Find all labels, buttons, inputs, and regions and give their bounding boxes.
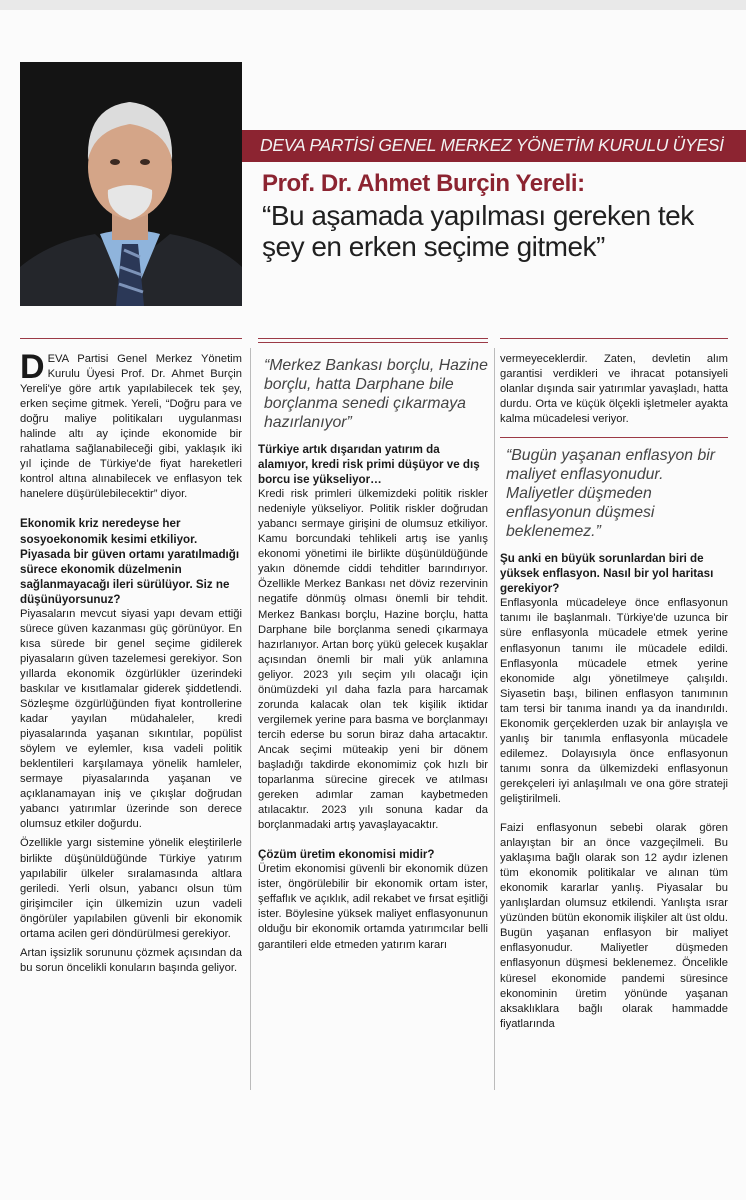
paragraph: Faizi enflasyonun sebebi olarak gören anlayıştan bir an önce vazgeçilmeli. Bu yaklaşıma bağlı olarak son 12 aydır izlenen tüm ekonomik politikalar ve alınan tüm ekonomik kararlar yanlış. Piyasalar bu yanlışlardan olumsuz etkilendi. Yanlışta ısrar yüzünden bütün ekonomik ilişkiler alt üst oldu. Bugün yaşanan enflasyon bir maliyet enflasyonudur. Maliyetler düşmeden enflasyonun düşmesi beklenemez. Öncelikle küresel ekonomide pandemi süresince ekonominin üretim yönünde yaşanan aksaklıklara bağlı olarak hammadde fiyatlarında (500, 822, 728, 1030)
top-bar (0, 0, 746, 10)
headline-quote: “Bu aşamada yapılması gereken tek şey en erken seçime gitmek” (262, 200, 694, 262)
paragraph: Piyasaların mevcut siyasi yapı devam ettiği sürece güven kazanması güç görünüyor. En kısa sürede bir genel seçime gidilerek piyasaların güven tazelemesi gerekiyor. Son yıllarda ekonomik özgürlükler üzerindeki baskılar ve kısıtlamalar giderek şiddetlendi. Sözleşme özgürlüğünden fiyat kontrollerine kadar yayılan müdahaleler, kredi piyasalarında yaşanan sıkıntılar, popülist söylem ve eylemler, kısa vadeli politik beklentileri karşılamaya yönelik hamleler, sermaye piyasalarında yaşanan ve açıklanamayan iniş ve çıkışlar doğrudan yabancı yatırımlar üzerinde son derece olumsuz etkiler doğurdu. (20, 607, 242, 831)
portrait-photo (20, 62, 242, 306)
question-heading: Ekonomik kriz neredeyse her sosyoekonomik kesimi etkiliyor. Piyasada bir güven ortamı yaratılmadığı sürece ekonomik düzelmenin sağlanmayacağı ileri sürülüyor. Siz ne düşünüyorsunuz? (20, 517, 240, 606)
divider-line (500, 437, 728, 438)
intro-text: EVA Partisi Genel Merkez Yönetim Kurulu Üyesi Prof. Dr. Ahmet Burçin Yereli'ye göre artık yapılabilecek tek şey, erken seçime gitmek. Yereli, “Doğru para ve doğru maliye politikaları uygulanması halinde altı ay içinde ekonomide bir rahatlama sağlanabileceği gibi, yaklaşık iki yıl içinde de Türkiye'de fiyat hareketleri kontrol altına alınabilecek ve enflasyon tek hanelere düşürülebilecektir” diyor. (20, 353, 242, 501)
role-title: DEVA PARTİSİ GENEL MERKEZ YÖNETİM KURULU ÜYESİ (260, 135, 724, 155)
column-separator (494, 348, 495, 1090)
portrait-image (20, 62, 242, 306)
paragraph: vermeyeceklerdir. Zaten, devletin alım garantisi verdikleri ve ihracat potansiyeli olanlar dışında sair yatırımlar yavaşladı, hatta durdu. Orta ve küçük ölçekli işletmeler ayakta kalma mücadelesi veriyor. (500, 353, 728, 426)
divider-line (20, 338, 242, 339)
intro-paragraph (20, 348, 242, 502)
question-heading: Şu anki en büyük sorunlardan biri de yüksek enflasyon. Nasıl bir yol haritası gerekiyor? (500, 552, 714, 596)
drop-cap: D (20, 348, 45, 386)
column-3 (500, 352, 728, 1032)
paragraph: Üretim ekonomisi güvenli bir ekonomik düzen ister, öngörülebilir bir ekonomik ortam ister, şeffaflık ve açıklık, adil rekabet ve fırsat eşitliği ister. Böylesine yüksek maliyet enflasyonunun olduğu bir ekonomik ortamda yatırımcılar belli garantileri elde etmeden yatırım kararı (258, 863, 488, 951)
column-2 (258, 352, 488, 953)
column-separator (250, 348, 251, 1090)
question-heading: Çözüm üretim ekonomisi midir? (258, 848, 435, 862)
paragraph: Artan işsizlik sorununu çözmek açısından da bu sorun öncelikli konuların başında geliyor. (20, 946, 242, 974)
column-1 (20, 348, 242, 976)
divider-line (258, 342, 488, 343)
divider-line (258, 338, 488, 339)
divider-line (500, 338, 728, 339)
paragraph: Özellikle yargı sistemine yönelik eleştirilerle birlikte düşünüldüğünde Türkiye yatırım yapılabilir ülkeler sıralamasında altlara geriledi. Yerli olsun, yabancı olsun tüm girişimciler için ülkemizin uzun vadeli öngörüler yapılabilen güvenli bir ekonomik ortama acilen geri döndürülmesi gerekiyor. (20, 837, 242, 940)
paragraph: Enflasyonla mücadeleye önce enflasyonun tanımı ile başlanmalı. Türkiye'de uzunca bir süre enflasyonla mücadele etmek yerine enflasyonun tanımı ile mücadele edildi. Enflasyonla mücadele etmek yerine ekonomide algı yönetilmeye çalışıldı. Siyasetin başı, bilinen enflasyon tanımının tam tersi bir tanıma inandı ya da inandırıldı. Ekonomik gerçeklerden uzak bir anlayışla ve yanlış bir tanımla enflasyonla mücadele edilemez. Dolayısıyla önce enflasyonun tanımı sonra da ülkemizdeki enflasyonun gerekçeleri iyi anlaşılmalı ve ona göre strateji geliştirilmeli. (500, 597, 728, 805)
question-heading: Türkiye artık dışarıdan yatırım da alamıyor, kredi risk primi düşüyor ve dış borcu ise yükseliyor… (258, 443, 480, 487)
pull-quote: “Bugün yaşanan enflasyon bir maliyet enflasyonudur. Maliyetler düşmeden enflasyonun düşmesi beklenemez.” (506, 447, 716, 541)
person-name: Prof. Dr. Ahmet Burçin Yereli: (262, 170, 585, 197)
paragraph: Kredi risk primleri ülkemizdeki politik riskler nedeniyle yükseliyor. Politik riskler doğrudan yabancı sermaye girişini de olumsuz etkiliyor. Kamu borcundaki tehlikeli artış ise yanlış ekonomi yönetimi ile birlikte düşünüldüğünde yakın dönemde ciddi tehditler barındırıyor. Özellikle Merkez Bankası net döviz rezervinin negatife dönmüş olması önemli bir tehdit. Merkez Bankası borçlu, Hazine borçlu, hatta Darphane bile borçlanma senedi çıkarmaya hazırlanıyor. Artan borç yükü gelecek kuşaklar açısından önemli bir mali yük anlamına geliyor. 2023 yılı seçim yılı olacağı için önümüzdeki yıl daha fazla para harcamak zorunda kalacak olan tek kişilik iktidar vergilemek yerine para basma ve borçlanmayı tercih ederse bu sorun biraz daha artacaktır. Ancak seçimi müteakip yeni bir dönem başladığı takdirde ekonomimiz çok hızlı bir toparlanma sürecine girecek ve atılması gereken adımlar zaman kaybetmeden atılacaktır. 2023 yılı sonuna kadar da borçlanmadaki artış yavaşlayacaktır. (258, 488, 488, 832)
pull-quote: “Merkez Bankası borçlu, Hazine borçlu, hatta Darphane bile borçlanma senedi çıkarmaya hazırlanıyor” (264, 357, 488, 431)
